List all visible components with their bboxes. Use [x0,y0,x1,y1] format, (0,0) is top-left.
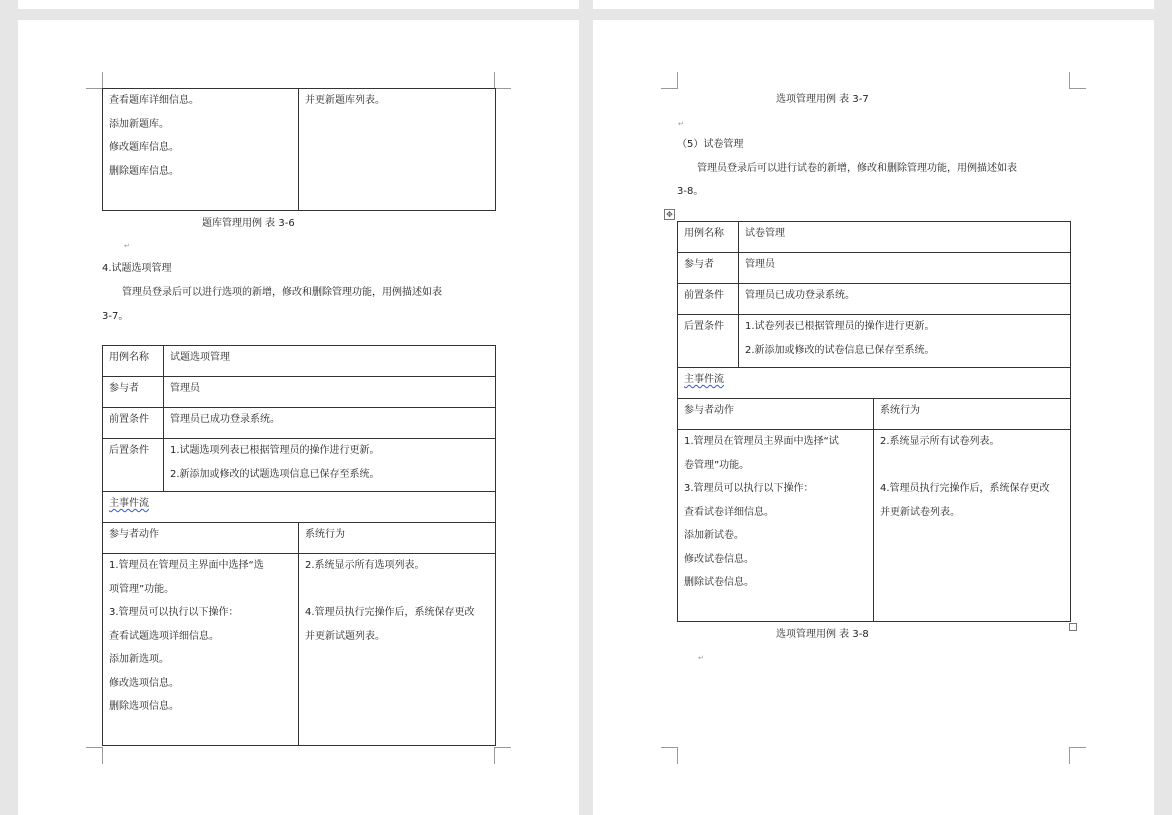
cell-line: 修改选项信息。 [109,677,179,689]
cell-line: 修改试卷信息。 [684,553,754,565]
table-cell-value[interactable] [739,315,1071,368]
paragraph-line: 管理员登录后可以进行试卷的新增，修改和删除管理功能，用例描述如表 [697,163,1017,174]
cell-line: 3.管理员可以执行以下操作： [684,483,814,494]
table-cell-actor[interactable] [678,430,874,622]
cell-line: 并更新试题列表。 [305,630,385,642]
cell-line: 4.管理员执行完操作后，系统保存更改 [305,607,475,618]
crop-mark-top-left [86,72,103,89]
table-caption: 选项管理用例 表 3-7 [776,94,869,105]
crop-mark-top-left [661,72,678,89]
cell-line: 2.新添加或修改的试题选项信息已保存至系统。 [170,468,380,480]
table-cell-value[interactable]: 试题选项管理 [164,346,496,377]
cell-line: 查看试题选项详细信息。 [109,630,219,642]
table-header-system[interactable]: 系统行为 [299,523,496,554]
crop-mark-bottom-left [86,747,103,764]
paragraph-line: 3-7。 [102,311,129,322]
table-header-actor[interactable]: 参与者动作 [678,399,874,430]
crop-mark-top-right [1069,72,1086,89]
table-cell-value[interactable]: 管理员已成功登录系统。 [739,284,1071,315]
cell-line: 添加新选项。 [109,654,169,665]
table-cell-label[interactable]: 参与者 [103,377,164,408]
cell-line: 添加新题库。 [109,118,169,130]
table-cell-label[interactable]: 后置条件 [103,439,164,492]
prev-page-right-bottom [593,0,1154,9]
table-cell-main-flow[interactable] [678,368,1071,399]
cell-line: 3.管理员可以执行以下操作： [109,607,239,618]
document-page-left [18,20,579,815]
cell-line: 1.管理员在管理员主界面中选择“选 [109,560,264,571]
cell-line: 卷管理”功能。 [684,459,750,471]
main-flow-label: 主事件流 [109,498,149,509]
prev-page-left-bottom [18,0,579,9]
cell-line: 2.新添加或修改的试卷信息已保存至系统。 [745,344,935,356]
use-case-table-3-8 [677,221,1071,622]
section-heading: （5）试卷管理 [677,139,744,150]
cell-line: 2.系统显示所有试卷列表。 [880,436,1000,447]
document-page-right [593,20,1154,815]
table-resize-handle[interactable] [1069,623,1077,631]
cell-line: 2.系统显示所有选项列表。 [305,560,425,571]
table-cell-value[interactable]: 管理员 [739,253,1071,284]
table-caption: 选项管理用例 表 3-8 [776,629,869,640]
cell-line: 项管理”功能。 [109,583,175,595]
table-cell-label[interactable]: 后置条件 [678,315,739,368]
table-continued-3-6 [102,88,496,211]
cell-line: 删除题库信息。 [109,165,179,177]
section-heading: 4.试题选项管理 [102,263,172,274]
table-cell-label[interactable]: 用例名称 [103,346,164,377]
cell-line: 1.试卷列表已根据管理员的操作进行更新。 [745,321,935,332]
table-cell-value[interactable]: 管理员已成功登录系统。 [164,408,496,439]
table-header-actor[interactable]: 参与者动作 [103,523,299,554]
cell-line: 查看试卷详细信息。 [684,506,774,518]
cell-line: 删除试卷信息。 [684,577,754,588]
paragraph-line: 3-8。 [677,186,704,197]
crop-mark-bottom-right [1069,747,1086,764]
crop-mark-top-right [494,72,511,89]
paragraph-line: 管理员登录后可以进行选项的新增，修改和删除管理功能，用例描述如表 [122,287,442,298]
table-cell-value[interactable]: 试卷管理 [739,222,1071,253]
cell-line: 并更新题库列表。 [305,95,385,106]
cell-line [880,454,1064,478]
cell-line: 添加新试卷。 [684,530,744,541]
main-flow-label: 主事件流 [684,374,724,385]
cell-line: 删除选项信息。 [109,701,179,712]
cell-line: 4.管理员执行完操作后，系统保存更改 [880,483,1050,494]
table-cell-label[interactable]: 用例名称 [678,222,739,253]
table-cell[interactable] [103,89,299,211]
cell-line [305,578,489,602]
table-header-system[interactable]: 系统行为 [874,399,1071,430]
table-cell-system[interactable] [299,554,496,746]
table-move-handle-icon[interactable]: ✥ [664,209,675,220]
paragraph-mark: ↵ [124,242,130,250]
crop-mark-bottom-right [494,747,511,764]
cell-line: 并更新试卷列表。 [880,506,960,518]
table-cell-actor[interactable] [103,554,299,746]
table-caption: 题库管理用例 表 3-6 [202,218,295,229]
table-cell-label[interactable]: 前置条件 [103,408,164,439]
use-case-table-3-7 [102,345,496,746]
cell-line: 修改题库信息。 [109,142,179,153]
cell-line: 1.管理员在管理员主界面中选择“试 [684,436,839,447]
table-cell-system[interactable] [874,430,1071,622]
paragraph-mark: ↵ [678,120,684,128]
cell-line: 查看题库详细信息。 [109,95,199,106]
table-cell-value[interactable]: 管理员 [164,377,496,408]
crop-mark-bottom-left [661,747,678,764]
table-cell[interactable] [299,89,496,211]
table-cell-label[interactable]: 前置条件 [678,284,739,315]
paragraph-mark: ↵ [698,654,704,662]
cell-line: 1.试题选项列表已根据管理员的操作进行更新。 [170,445,380,456]
table-cell-label[interactable]: 参与者 [678,253,739,284]
table-cell-main-flow[interactable] [103,492,496,523]
table-cell-value[interactable] [164,439,496,492]
